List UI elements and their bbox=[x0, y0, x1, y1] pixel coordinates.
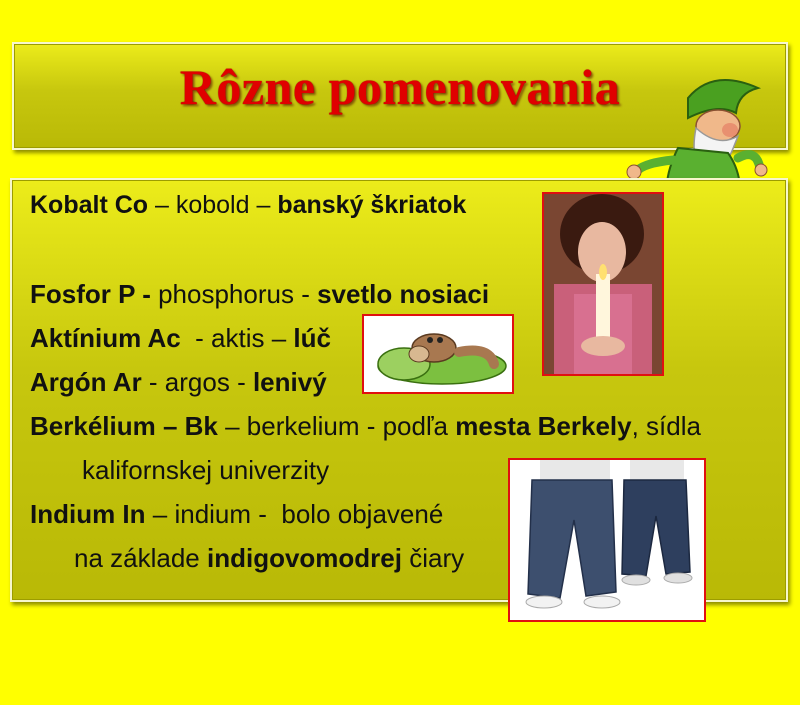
meaning: svetlo nosiaci bbox=[317, 279, 490, 309]
line-fosfor bbox=[30, 281, 489, 307]
line-kobalt bbox=[30, 193, 466, 218]
line-berkelium bbox=[30, 413, 701, 439]
meaning: lenivý bbox=[252, 367, 327, 397]
element-name: Argón Ar bbox=[30, 367, 142, 397]
slide-title: Rôzne pomenovania bbox=[179, 59, 621, 115]
meaning: indigovomodrej bbox=[206, 543, 402, 573]
element-name: Fosfor P - bbox=[30, 279, 159, 309]
line-argon bbox=[30, 369, 327, 395]
lazy-horse-cartoon bbox=[362, 314, 514, 394]
meaning: mesta Berkely bbox=[455, 411, 632, 441]
element-name: Aktínium Ac bbox=[30, 323, 181, 353]
origin-word: – indium - bolo objavené bbox=[145, 499, 444, 529]
line-aktinium bbox=[30, 325, 331, 351]
origin-word: - aktis – bbox=[180, 323, 294, 353]
line-tail: , sídla bbox=[631, 411, 701, 441]
origin-word: – kobold – bbox=[148, 191, 278, 219]
line-indium bbox=[30, 501, 443, 527]
element-name: Kobalt Co bbox=[30, 191, 149, 219]
line-indium-cont bbox=[74, 545, 464, 571]
line-tail: čiary bbox=[401, 543, 465, 573]
jeans-photo bbox=[508, 458, 706, 622]
line-berkelium-cont bbox=[82, 457, 329, 483]
origin-word: - argos - bbox=[141, 367, 253, 397]
element-name: Berkélium – Bk bbox=[30, 411, 218, 441]
origin-word: – berkelium - podľa bbox=[217, 411, 456, 441]
element-name: Indium In bbox=[30, 499, 146, 529]
meaning: lúč bbox=[293, 323, 331, 353]
woman-with-candle-photo bbox=[542, 192, 664, 376]
origin-word: phosphorus - bbox=[158, 279, 318, 309]
line-text: na základe bbox=[74, 543, 207, 573]
meaning: banský škriatok bbox=[277, 191, 467, 219]
line-text: kalifornskej univerzity bbox=[82, 455, 330, 485]
